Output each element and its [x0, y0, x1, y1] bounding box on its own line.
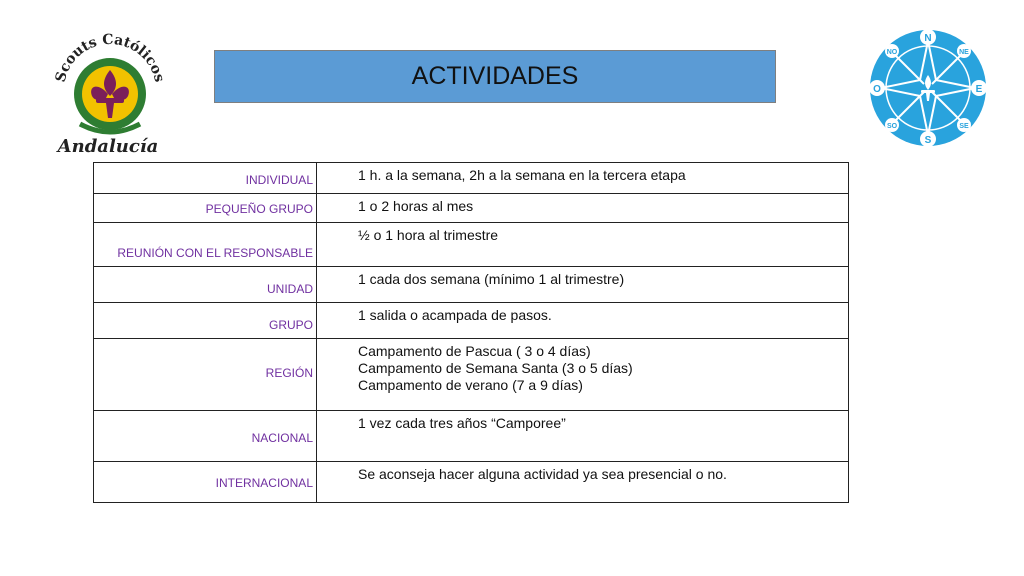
row-value-line: 1 h. a la semana, 2h a la semana en la tercera etapa — [358, 167, 686, 183]
row-value-line: Se aconseja hacer alguna actividad ya sea presencial o no. — [358, 466, 727, 482]
row-value-line: Campamento de Pascua ( 3 o 4 días) — [358, 343, 591, 359]
row-value-line: 1 cada dos semana (mínimo 1 al trimestre) — [358, 271, 625, 287]
row-label: REUNIÓN CON EL RESPONSABLE — [94, 223, 317, 267]
row-value — [317, 411, 849, 462]
table-row — [94, 339, 849, 411]
table-row — [94, 411, 849, 462]
row-value-line: 1 o 2 horas al mes — [358, 198, 474, 214]
compass-label-s: S — [924, 135, 932, 146]
row-value — [317, 339, 849, 411]
row-label: UNIDAD — [94, 267, 317, 303]
compass-label-se: SE — [959, 123, 969, 130]
title-bar — [214, 50, 776, 103]
row-value — [317, 223, 849, 267]
row-label: GRUPO — [94, 303, 317, 339]
compass-label-no: NO — [886, 49, 898, 56]
row-value — [317, 163, 849, 194]
compass-label-e: E — [975, 84, 983, 95]
row-label: PEQUEÑO GRUPO — [94, 194, 317, 223]
row-label: INDIVIDUAL — [94, 163, 317, 194]
row-label: NACIONAL — [94, 411, 317, 462]
compass-label-o: O — [873, 84, 881, 95]
row-value-line: 1 vez cada tres años “Camporee” — [358, 415, 566, 431]
logo-top-text: Scouts Católicos — [52, 31, 168, 84]
row-value — [317, 303, 849, 339]
row-value-line: Campamento de Semana Santa (3 o 5 días) — [358, 360, 633, 376]
scouts-catolicos-andalucia-logo — [50, 28, 170, 160]
row-label: INTERNACIONAL — [94, 462, 317, 503]
table-row — [94, 267, 849, 303]
row-value-line: ½ o 1 hora al trimestre — [358, 227, 499, 243]
compass-label-ne: NE — [959, 49, 969, 56]
activities-table — [93, 162, 849, 503]
row-label: REGIÓN — [94, 339, 317, 411]
compass-rose-logo — [866, 27, 990, 149]
table-row — [94, 303, 849, 339]
table-row — [94, 462, 849, 503]
row-value — [317, 194, 849, 223]
row-value-line: Campamento de verano (7 a 9 días) — [358, 377, 583, 393]
compass-label-so: SO — [886, 123, 898, 130]
row-value — [317, 267, 849, 303]
row-value — [317, 462, 849, 503]
table-row — [94, 223, 849, 267]
table-row — [94, 163, 849, 194]
page-title: ACTIVIDADES — [411, 62, 579, 90]
logo-bottom-text: Andalucía — [57, 136, 159, 157]
row-value-line: 1 salida o acampada de pasos. — [358, 307, 552, 323]
table-row — [94, 194, 849, 223]
compass-label-n: N — [924, 33, 932, 44]
